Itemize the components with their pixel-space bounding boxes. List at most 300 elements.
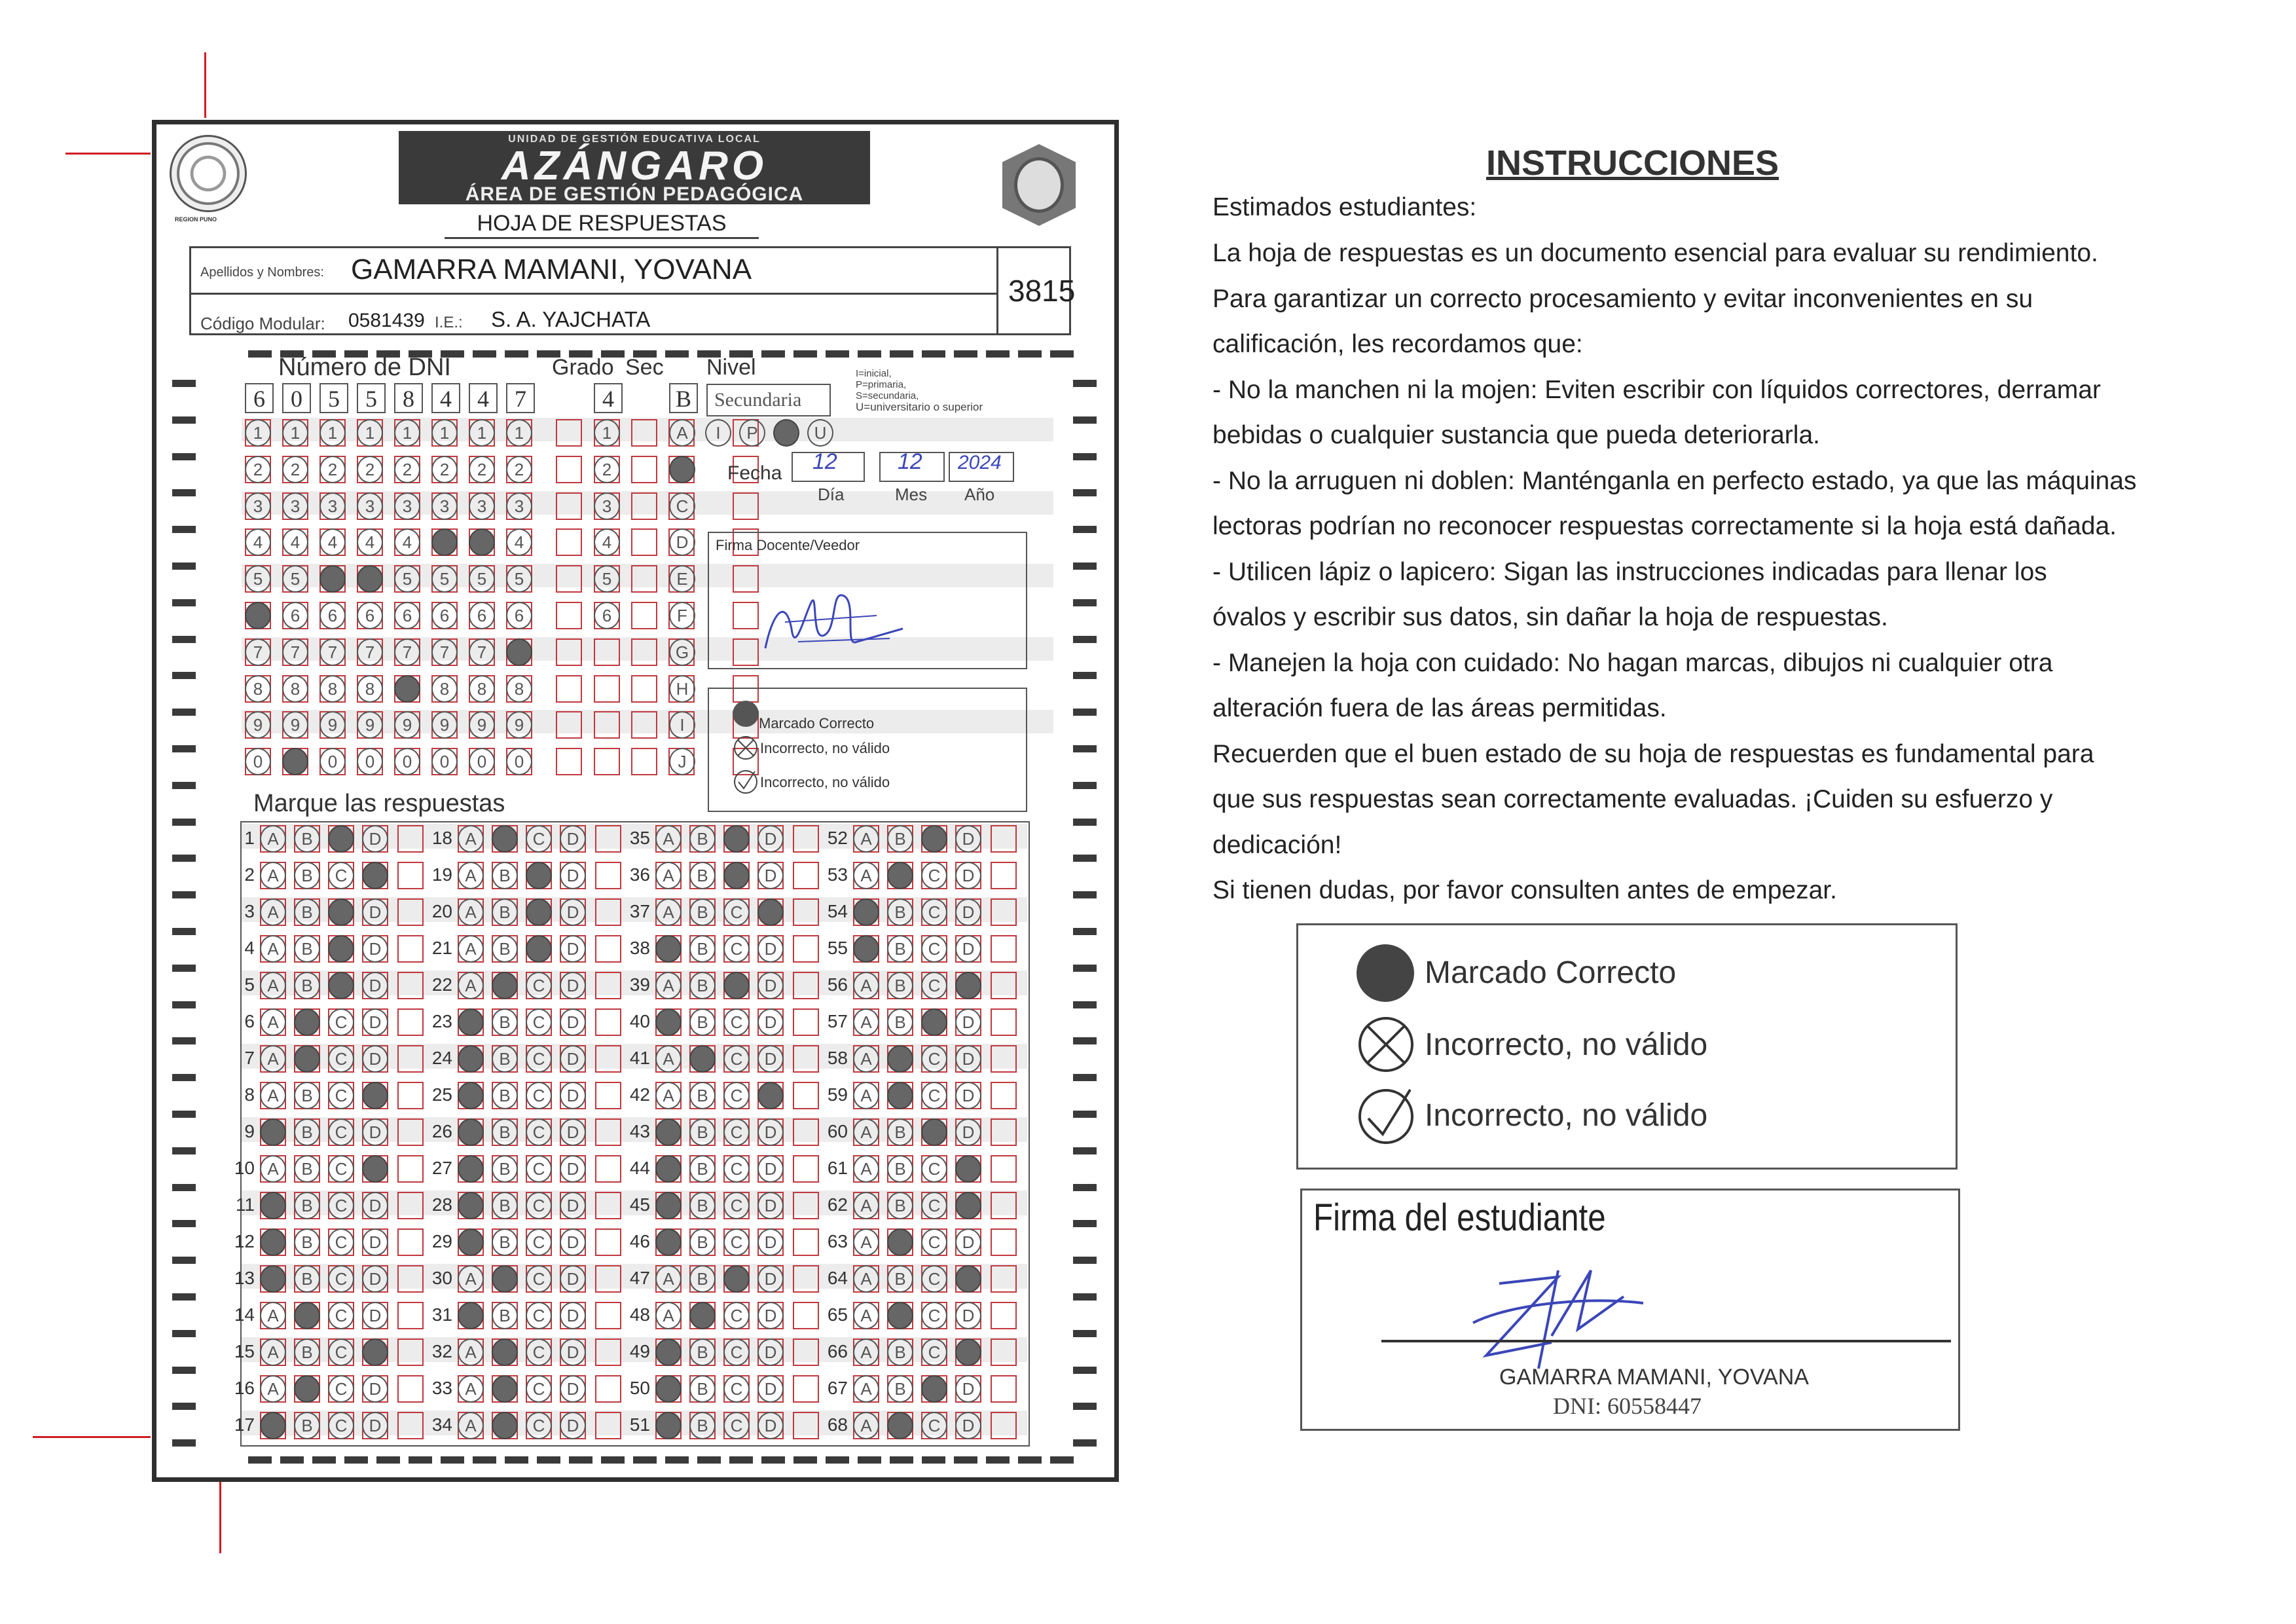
answer-bubble[interactable] <box>655 1228 682 1256</box>
answer-bubble[interactable]: D <box>757 1118 784 1146</box>
answer-bubble[interactable]: B <box>887 898 913 926</box>
dni-bubble[interactable]: 1 <box>319 419 346 447</box>
answer-bubble[interactable]: B <box>689 935 716 963</box>
dni-bubble[interactable]: 9 <box>431 711 458 739</box>
answer-bubble[interactable] <box>492 1265 518 1293</box>
answer-bubble[interactable] <box>492 1338 518 1366</box>
answer-bubble[interactable]: D <box>560 1412 586 1439</box>
answer-bubble[interactable]: D <box>955 1375 981 1403</box>
answer-bubble[interactable] <box>853 898 879 926</box>
dni-bubble[interactable]: 3 <box>357 492 383 520</box>
dni-digit-box[interactable]: 4 <box>469 383 498 413</box>
answer-bubble[interactable]: A <box>458 1375 484 1403</box>
answer-bubble[interactable]: C <box>921 1265 947 1293</box>
dni-bubble[interactable]: 7 <box>431 638 458 666</box>
answer-bubble[interactable] <box>853 935 879 963</box>
answer-bubble[interactable]: B <box>294 1082 320 1109</box>
answer-bubble[interactable]: B <box>689 1228 716 1256</box>
answer-bubble[interactable]: D <box>955 935 981 963</box>
answer-bubble[interactable]: B <box>689 862 716 889</box>
answer-bubble[interactable]: A <box>655 972 682 999</box>
answer-bubble[interactable]: D <box>955 1082 981 1109</box>
answer-bubble[interactable]: B <box>492 1228 518 1256</box>
answer-bubble[interactable]: B <box>887 825 913 853</box>
dni-digit-box[interactable]: 5 <box>357 383 386 413</box>
answer-bubble[interactable]: B <box>492 1192 518 1219</box>
answer-bubble[interactable] <box>458 1302 484 1329</box>
dni-bubble[interactable]: 9 <box>357 711 383 739</box>
dni-bubble[interactable]: 1 <box>282 419 308 447</box>
answer-bubble[interactable]: C <box>723 1192 750 1219</box>
answer-bubble[interactable]: D <box>757 1045 784 1073</box>
answer-bubble[interactable]: B <box>689 1265 716 1293</box>
sec-box[interactable]: B <box>669 383 698 413</box>
answer-bubble[interactable] <box>921 1118 947 1146</box>
answer-bubble[interactable] <box>655 1155 682 1183</box>
answer-bubble[interactable]: C <box>328 1082 354 1109</box>
dni-bubble[interactable]: 8 <box>319 675 346 703</box>
fecha-year[interactable]: 2024 <box>958 452 1002 473</box>
answer-bubble[interactable]: B <box>689 1155 716 1183</box>
dni-bubble[interactable]: 9 <box>469 711 495 739</box>
answer-bubble[interactable]: A <box>458 972 484 999</box>
answer-bubble[interactable]: A <box>655 1302 682 1329</box>
dni-bubble[interactable]: 8 <box>506 675 532 703</box>
sec-bubble[interactable]: F <box>669 602 695 629</box>
answer-bubble[interactable]: D <box>362 1265 388 1293</box>
answer-bubble[interactable]: A <box>655 1045 682 1073</box>
answer-bubble[interactable]: D <box>560 1118 586 1146</box>
answer-bubble[interactable]: A <box>260 898 286 926</box>
answer-bubble[interactable]: A <box>458 1338 484 1366</box>
dni-bubble[interactable]: 7 <box>319 638 346 666</box>
answer-bubble[interactable]: A <box>260 1082 286 1109</box>
answer-bubble[interactable]: A <box>458 825 484 853</box>
answer-bubble[interactable]: D <box>560 1192 586 1219</box>
answer-bubble[interactable]: B <box>689 972 716 999</box>
answer-bubble[interactable]: B <box>492 862 518 889</box>
answer-bubble[interactable]: C <box>328 1302 354 1329</box>
answer-bubble[interactable]: C <box>723 1412 750 1439</box>
answer-bubble[interactable]: C <box>921 1338 947 1366</box>
answer-bubble[interactable]: B <box>492 1118 518 1146</box>
answer-bubble[interactable] <box>260 1228 286 1256</box>
dni-digit-box[interactable]: 5 <box>319 383 348 413</box>
answer-bubble[interactable] <box>328 972 354 999</box>
answer-bubble[interactable]: A <box>853 1082 879 1109</box>
grado-bubble[interactable]: 2 <box>594 456 620 483</box>
answer-bubble[interactable] <box>921 1008 947 1036</box>
answer-bubble[interactable]: D <box>955 1045 981 1073</box>
answer-bubble[interactable]: C <box>723 1302 750 1329</box>
answer-bubble[interactable] <box>458 1045 484 1073</box>
dni-bubble[interactable]: 7 <box>394 638 420 666</box>
dni-bubble[interactable]: 3 <box>319 492 346 520</box>
answer-bubble[interactable]: C <box>328 1265 354 1293</box>
answer-bubble[interactable]: D <box>757 825 784 853</box>
answer-bubble[interactable] <box>526 862 552 889</box>
dni-bubble[interactable]: 8 <box>357 675 383 703</box>
answer-bubble[interactable]: D <box>757 862 784 889</box>
answer-bubble[interactable] <box>655 1008 682 1036</box>
dni-bubble[interactable]: 4 <box>506 528 532 556</box>
answer-bubble[interactable]: B <box>887 1265 913 1293</box>
answer-bubble[interactable]: A <box>853 1228 879 1256</box>
answer-bubble[interactable] <box>458 1118 484 1146</box>
answer-bubble[interactable]: A <box>853 1412 879 1439</box>
dni-bubble[interactable] <box>394 675 420 703</box>
answer-bubble[interactable]: D <box>955 1008 981 1036</box>
answer-bubble[interactable]: A <box>655 898 682 926</box>
answer-bubble[interactable]: D <box>757 1338 784 1366</box>
answer-bubble[interactable] <box>887 1082 913 1109</box>
answer-bubble[interactable]: B <box>492 898 518 926</box>
answer-bubble[interactable]: A <box>260 1302 286 1329</box>
answer-bubble[interactable]: A <box>853 1045 879 1073</box>
sec-bubble[interactable]: D <box>669 528 695 556</box>
answer-bubble[interactable]: C <box>921 1302 947 1329</box>
answer-bubble[interactable]: C <box>723 935 750 963</box>
answer-bubble[interactable] <box>955 1192 981 1219</box>
answer-bubble[interactable]: D <box>757 1192 784 1219</box>
dni-bubble[interactable]: 9 <box>282 711 308 739</box>
dni-bubble[interactable]: 2 <box>357 456 383 483</box>
dni-bubble[interactable]: 6 <box>469 602 495 629</box>
dni-bubble[interactable]: 5 <box>394 565 420 593</box>
answer-bubble[interactable]: A <box>853 1155 879 1183</box>
answer-bubble[interactable] <box>526 935 552 963</box>
answer-bubble[interactable]: D <box>757 1155 784 1183</box>
dni-bubble[interactable]: 1 <box>394 419 420 447</box>
answer-bubble[interactable]: C <box>526 1045 552 1073</box>
answer-bubble[interactable]: A <box>260 1375 286 1403</box>
answer-bubble[interactable] <box>458 1155 484 1183</box>
answer-bubble[interactable] <box>492 1412 518 1439</box>
answer-bubble[interactable]: C <box>328 1118 354 1146</box>
answer-bubble[interactable]: C <box>921 1412 947 1439</box>
answer-bubble[interactable]: B <box>294 1412 320 1439</box>
answer-bubble[interactable]: B <box>492 935 518 963</box>
answer-bubble[interactable]: B <box>492 1082 518 1109</box>
dni-bubble[interactable]: 6 <box>357 602 383 629</box>
answer-bubble[interactable]: D <box>560 972 586 999</box>
answer-bubble[interactable]: B <box>689 1338 716 1366</box>
answer-bubble[interactable]: D <box>757 972 784 999</box>
dni-bubble[interactable] <box>357 565 383 593</box>
answer-bubble[interactable]: D <box>955 1302 981 1329</box>
answer-bubble[interactable] <box>458 1082 484 1109</box>
nivel-bubble[interactable] <box>773 419 799 447</box>
answer-bubble[interactable]: C <box>723 1155 750 1183</box>
answer-bubble[interactable]: A <box>458 1412 484 1439</box>
answer-bubble[interactable] <box>260 1118 286 1146</box>
dni-bubble[interactable]: 9 <box>506 711 532 739</box>
answer-bubble[interactable]: C <box>921 972 947 999</box>
answer-bubble[interactable]: B <box>887 1338 913 1366</box>
answer-bubble[interactable] <box>921 1375 947 1403</box>
answer-bubble[interactable] <box>887 1412 913 1439</box>
sec-bubble[interactable]: J <box>669 748 695 775</box>
answer-bubble[interactable] <box>294 1008 320 1036</box>
answer-bubble[interactable]: B <box>492 1302 518 1329</box>
fecha-month[interactable]: 12 <box>898 449 922 474</box>
answer-bubble[interactable]: D <box>362 1228 388 1256</box>
dni-bubble[interactable]: 7 <box>245 638 271 666</box>
answer-bubble[interactable]: A <box>458 935 484 963</box>
answer-bubble[interactable]: C <box>921 1192 947 1219</box>
dni-bubble[interactable]: 3 <box>245 492 271 520</box>
answer-bubble[interactable] <box>328 825 354 853</box>
dni-digit-box[interactable]: 4 <box>431 383 460 413</box>
answer-bubble[interactable]: C <box>526 1375 552 1403</box>
dni-bubble[interactable]: 6 <box>506 602 532 629</box>
answer-bubble[interactable]: D <box>757 935 784 963</box>
answer-bubble[interactable]: A <box>260 862 286 889</box>
answer-bubble[interactable] <box>689 1302 716 1329</box>
fecha-day[interactable]: 12 <box>812 449 837 474</box>
dni-bubble[interactable]: 5 <box>282 565 308 593</box>
dni-bubble[interactable]: 2 <box>282 456 308 483</box>
answer-bubble[interactable]: D <box>757 1375 784 1403</box>
answer-bubble[interactable]: A <box>655 1265 682 1293</box>
answer-bubble[interactable]: D <box>560 1155 586 1183</box>
dni-bubble[interactable]: 4 <box>245 528 271 556</box>
grado-bubble[interactable]: 3 <box>594 492 620 520</box>
dni-bubble[interactable]: 8 <box>245 675 271 703</box>
dni-bubble[interactable]: 7 <box>469 638 495 666</box>
answer-bubble[interactable]: B <box>887 1118 913 1146</box>
dni-bubble[interactable]: 5 <box>506 565 532 593</box>
answer-bubble[interactable]: C <box>921 898 947 926</box>
answer-bubble[interactable]: C <box>723 1118 750 1146</box>
nivel-bubble[interactable]: I <box>705 419 731 447</box>
answer-bubble[interactable]: B <box>294 935 320 963</box>
grado-bubble[interactable]: 5 <box>594 565 620 593</box>
answer-bubble[interactable]: B <box>294 1338 320 1366</box>
answer-bubble[interactable]: B <box>294 825 320 853</box>
answer-bubble[interactable]: D <box>560 1082 586 1109</box>
dni-bubble[interactable]: 1 <box>357 419 383 447</box>
dni-bubble[interactable]: 9 <box>319 711 346 739</box>
answer-bubble[interactable]: D <box>955 1228 981 1256</box>
answer-bubble[interactable]: B <box>294 1228 320 1256</box>
answer-bubble[interactable]: D <box>955 862 981 889</box>
answer-bubble[interactable]: D <box>757 1265 784 1293</box>
dni-digit-box[interactable]: 6 <box>245 383 274 413</box>
answer-bubble[interactable]: C <box>723 898 750 926</box>
answer-bubble[interactable] <box>689 1045 716 1073</box>
answer-bubble[interactable] <box>328 935 354 963</box>
dni-bubble[interactable]: 4 <box>282 528 308 556</box>
answer-bubble[interactable] <box>655 1412 682 1439</box>
answer-bubble[interactable]: B <box>492 1155 518 1183</box>
answer-bubble[interactable] <box>362 1082 388 1109</box>
answer-bubble[interactable]: C <box>526 1412 552 1439</box>
answer-bubble[interactable]: B <box>294 1192 320 1219</box>
answer-bubble[interactable] <box>955 1338 981 1366</box>
answer-bubble[interactable] <box>723 972 750 999</box>
answer-bubble[interactable] <box>260 1265 286 1293</box>
answer-bubble[interactable]: B <box>887 1008 913 1036</box>
answer-bubble[interactable]: C <box>526 1192 552 1219</box>
answer-bubble[interactable]: A <box>260 1338 286 1366</box>
dni-bubble[interactable] <box>319 565 346 593</box>
answer-bubble[interactable]: D <box>955 1118 981 1146</box>
answer-bubble[interactable]: C <box>921 935 947 963</box>
dni-bubble[interactable]: 8 <box>282 675 308 703</box>
dni-bubble[interactable]: 3 <box>431 492 458 520</box>
dni-bubble[interactable]: 9 <box>245 711 271 739</box>
answer-bubble[interactable]: C <box>526 1338 552 1366</box>
answer-bubble[interactable]: D <box>362 935 388 963</box>
answer-bubble[interactable]: A <box>458 862 484 889</box>
answer-bubble[interactable]: C <box>526 1265 552 1293</box>
answer-bubble[interactable]: B <box>294 898 320 926</box>
answer-bubble[interactable]: A <box>853 862 879 889</box>
answer-bubble[interactable]: C <box>526 1008 552 1036</box>
answer-bubble[interactable] <box>887 1228 913 1256</box>
answer-bubble[interactable]: A <box>853 825 879 853</box>
answer-bubble[interactable]: D <box>560 1338 586 1366</box>
dni-bubble[interactable]: 0 <box>357 748 383 775</box>
answer-bubble[interactable] <box>492 972 518 999</box>
answer-bubble[interactable] <box>655 935 682 963</box>
grado-bubble[interactable]: 4 <box>594 528 620 556</box>
dni-bubble[interactable]: 4 <box>357 528 383 556</box>
dni-bubble[interactable] <box>282 748 308 775</box>
answer-bubble[interactable]: A <box>655 862 682 889</box>
dni-bubble[interactable]: 6 <box>319 602 346 629</box>
answer-bubble[interactable] <box>655 1192 682 1219</box>
answer-bubble[interactable] <box>294 1375 320 1403</box>
answer-bubble[interactable]: A <box>260 935 286 963</box>
answer-bubble[interactable]: A <box>853 1192 879 1219</box>
answer-bubble[interactable] <box>757 898 784 926</box>
dni-bubble[interactable]: 0 <box>431 748 458 775</box>
sec-bubble[interactable] <box>669 456 695 483</box>
answer-bubble[interactable]: B <box>887 1155 913 1183</box>
dni-bubble[interactable]: 0 <box>245 748 271 775</box>
answer-bubble[interactable]: D <box>955 825 981 853</box>
answer-bubble[interactable] <box>655 1375 682 1403</box>
answer-bubble[interactable]: D <box>560 1265 586 1293</box>
answer-bubble[interactable] <box>362 1338 388 1366</box>
dni-bubble[interactable]: 1 <box>245 419 271 447</box>
answer-bubble[interactable]: A <box>458 898 484 926</box>
answer-bubble[interactable]: D <box>560 1375 586 1403</box>
dni-bubble[interactable]: 1 <box>506 419 532 447</box>
sec-bubble[interactable]: G <box>669 638 695 666</box>
answer-bubble[interactable]: D <box>757 1228 784 1256</box>
answer-bubble[interactable]: A <box>655 1082 682 1109</box>
answer-bubble[interactable]: C <box>921 862 947 889</box>
answer-bubble[interactable] <box>492 825 518 853</box>
dni-bubble[interactable]: 1 <box>469 419 495 447</box>
answer-bubble[interactable]: D <box>362 1192 388 1219</box>
answer-bubble[interactable]: B <box>689 1412 716 1439</box>
dni-digit-box[interactable]: 0 <box>282 383 311 413</box>
answer-bubble[interactable]: B <box>887 1375 913 1403</box>
dni-bubble[interactable]: 2 <box>506 456 532 483</box>
dni-bubble[interactable]: 8 <box>431 675 458 703</box>
answer-bubble[interactable]: C <box>328 1412 354 1439</box>
dni-bubble[interactable]: 4 <box>319 528 346 556</box>
dni-bubble[interactable]: 4 <box>394 528 420 556</box>
answer-bubble[interactable]: C <box>526 1118 552 1146</box>
dni-bubble[interactable]: 5 <box>245 565 271 593</box>
answer-bubble[interactable]: D <box>560 898 586 926</box>
dni-bubble[interactable]: 2 <box>394 456 420 483</box>
answer-bubble[interactable]: C <box>328 1338 354 1366</box>
answer-bubble[interactable]: D <box>362 972 388 999</box>
answer-bubble[interactable]: A <box>260 1045 286 1073</box>
answer-bubble[interactable]: C <box>723 1228 750 1256</box>
answer-bubble[interactable]: C <box>328 1192 354 1219</box>
answer-bubble[interactable] <box>492 1375 518 1403</box>
nivel-bubble[interactable]: P <box>739 419 765 447</box>
answer-bubble[interactable]: B <box>689 1192 716 1219</box>
answer-bubble[interactable]: A <box>260 1155 286 1183</box>
answer-bubble[interactable]: C <box>328 1228 354 1256</box>
dni-bubble[interactable]: 0 <box>469 748 495 775</box>
dni-bubble[interactable]: 1 <box>431 419 458 447</box>
answer-bubble[interactable]: C <box>526 972 552 999</box>
sec-bubble[interactable]: I <box>669 711 695 739</box>
answer-bubble[interactable]: D <box>955 898 981 926</box>
answer-bubble[interactable]: D <box>560 862 586 889</box>
dni-digit-box[interactable]: 7 <box>506 383 535 413</box>
answer-bubble[interactable]: B <box>294 972 320 999</box>
dni-bubble[interactable] <box>245 602 271 629</box>
answer-bubble[interactable] <box>655 1338 682 1366</box>
answer-bubble[interactable] <box>955 1265 981 1293</box>
answer-bubble[interactable]: C <box>526 1302 552 1329</box>
answer-bubble[interactable]: A <box>853 1338 879 1366</box>
answer-bubble[interactable]: C <box>526 1082 552 1109</box>
grado-bubble[interactable]: 6 <box>594 602 620 629</box>
dni-bubble[interactable]: 3 <box>394 492 420 520</box>
answer-bubble[interactable]: B <box>294 1155 320 1183</box>
answer-bubble[interactable] <box>723 825 750 853</box>
dni-bubble[interactable]: 6 <box>282 602 308 629</box>
dni-bubble[interactable]: 2 <box>431 456 458 483</box>
sec-bubble[interactable]: A <box>669 419 695 447</box>
dni-bubble[interactable]: 3 <box>282 492 308 520</box>
answer-bubble[interactable]: B <box>294 1265 320 1293</box>
dni-bubble[interactable]: 8 <box>469 675 495 703</box>
answer-bubble[interactable]: A <box>260 825 286 853</box>
grado-bubble[interactable]: 1 <box>594 419 620 447</box>
answer-bubble[interactable]: B <box>689 1008 716 1036</box>
answer-bubble[interactable]: D <box>362 825 388 853</box>
answer-bubble[interactable]: A <box>853 1265 879 1293</box>
answer-bubble[interactable]: D <box>757 1302 784 1329</box>
answer-bubble[interactable]: C <box>526 1228 552 1256</box>
answer-bubble[interactable]: A <box>853 1302 879 1329</box>
dni-bubble[interactable]: 0 <box>394 748 420 775</box>
dni-bubble[interactable]: 7 <box>357 638 383 666</box>
answer-bubble[interactable]: A <box>458 1265 484 1293</box>
dni-bubble[interactable]: 7 <box>282 638 308 666</box>
answer-bubble[interactable] <box>655 1118 682 1146</box>
answer-bubble[interactable] <box>328 898 354 926</box>
answer-bubble[interactable]: C <box>723 1082 750 1109</box>
answer-bubble[interactable]: A <box>853 1118 879 1146</box>
answer-bubble[interactable] <box>458 1192 484 1219</box>
answer-bubble[interactable]: C <box>723 1045 750 1073</box>
answer-bubble[interactable]: B <box>689 1082 716 1109</box>
answer-bubble[interactable] <box>757 1082 784 1109</box>
